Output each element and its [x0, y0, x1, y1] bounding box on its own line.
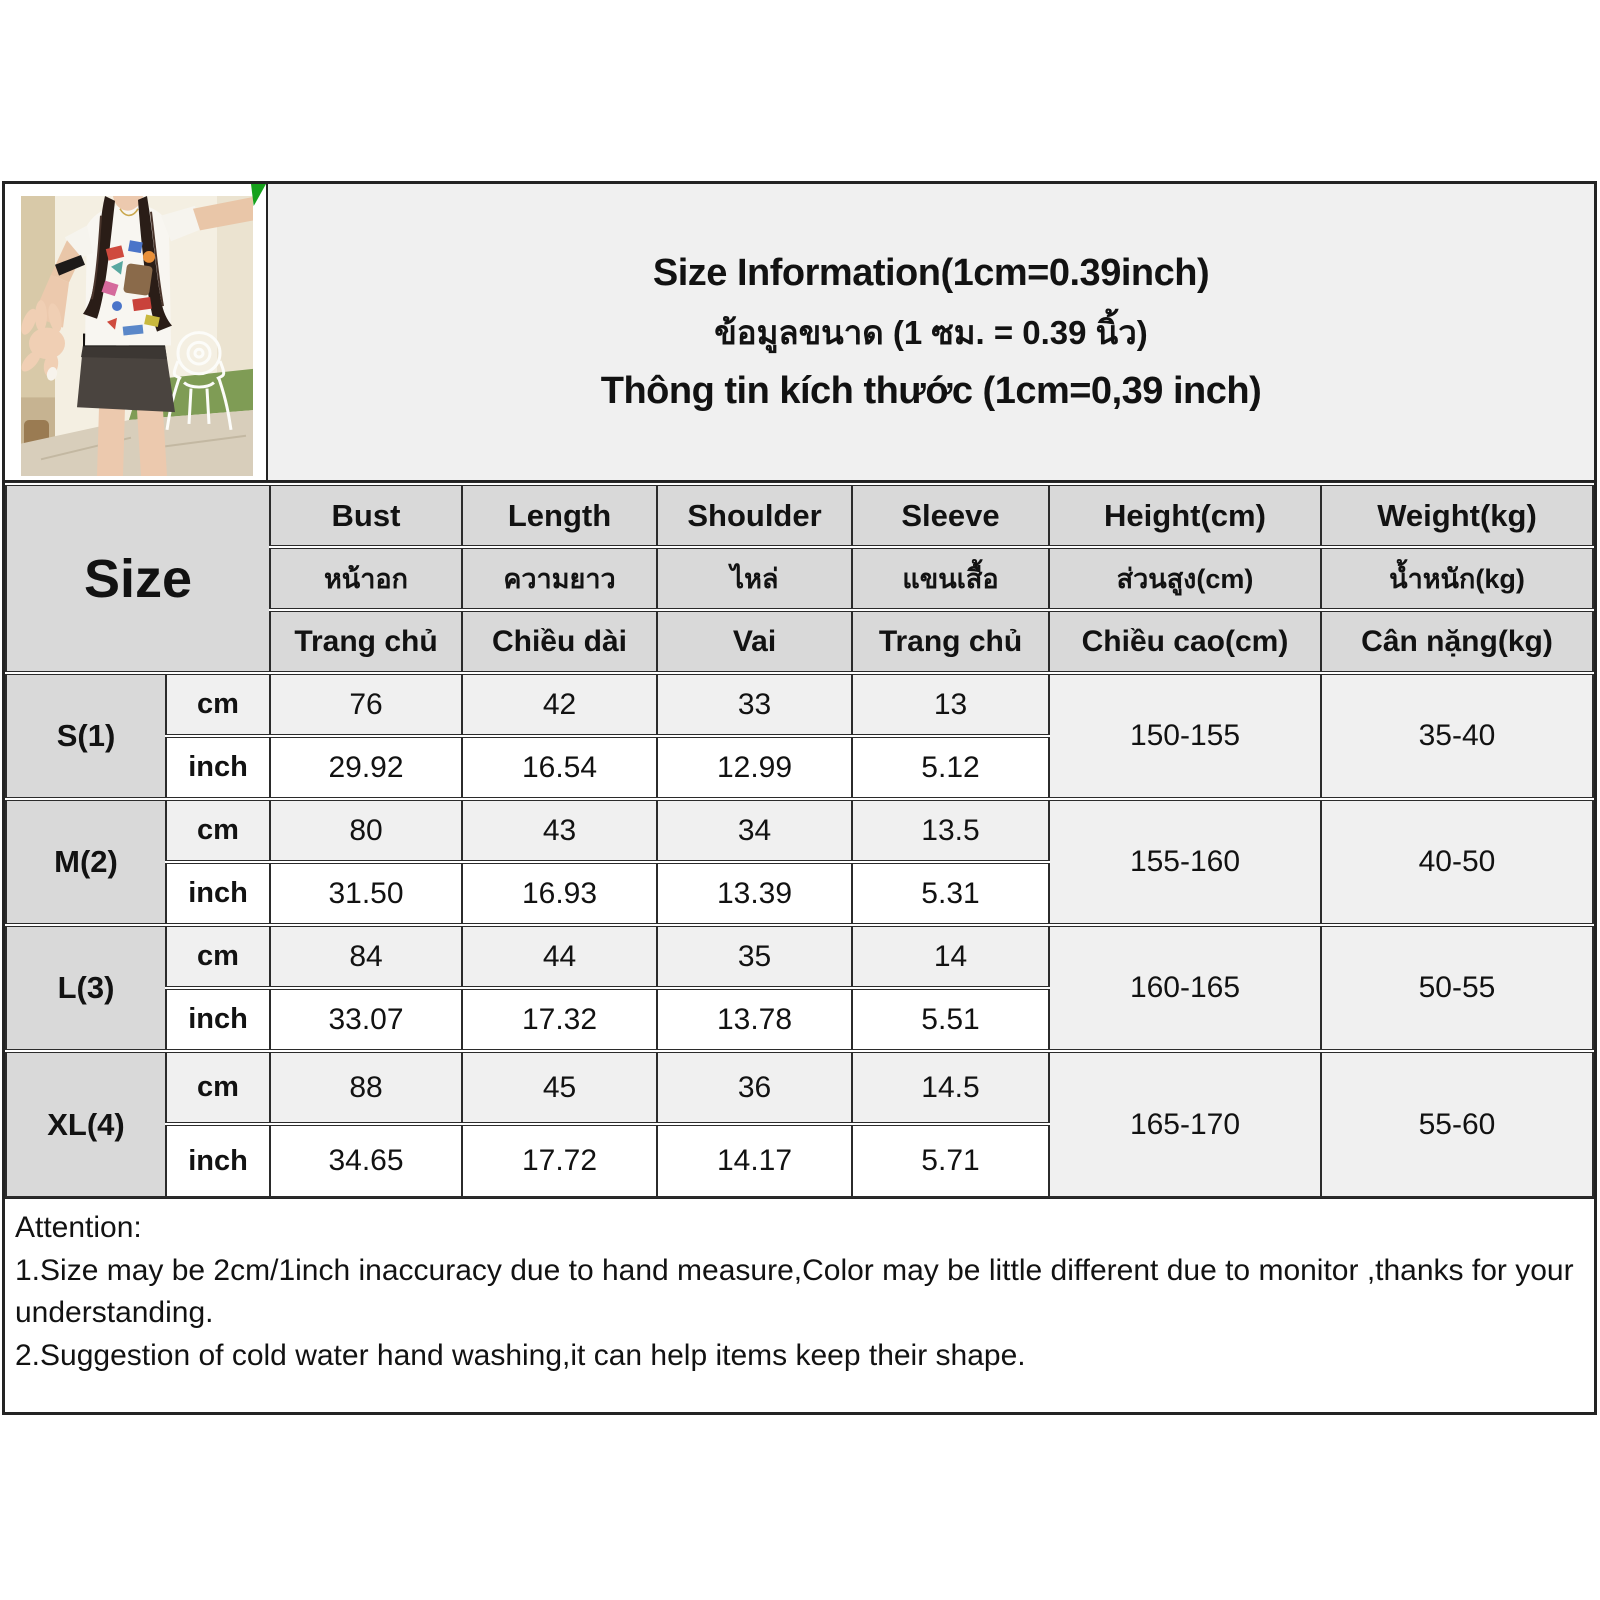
value-m-inch-sleeve: 5.31	[852, 862, 1049, 925]
title-english: Size Information(1cm=0.39inch)	[652, 251, 1210, 294]
value-m-inch-length: 16.93	[462, 862, 657, 925]
unit-label-s-inch: inch	[166, 736, 270, 799]
col-header-bust-en: Bust	[270, 484, 462, 547]
value-l-cm-bust: 84	[270, 925, 462, 988]
value-m-height: 155-160	[1049, 799, 1321, 925]
col-header-weight-vi: Cân nặng(kg)	[1321, 610, 1593, 673]
col-header-height-en: Height(cm)	[1049, 484, 1321, 547]
title-block	[268, 184, 1594, 480]
value-xl-inch-bust: 34.65	[270, 1124, 462, 1197]
value-m-cm-length: 43	[462, 799, 657, 862]
col-header-bust-th: หน้าอก	[270, 547, 462, 610]
unit-label-l-cm: cm	[166, 925, 270, 988]
attention-line-2: 2.Suggestion of cold water hand washing,it can help items keep their shape.	[15, 1338, 1026, 1372]
value-xl-cm-sleeve: 14.5	[852, 1051, 1049, 1124]
unit-label-xl-inch: inch	[166, 1124, 270, 1197]
unit-label-s-cm: cm	[166, 673, 270, 736]
value-s-cm-length: 42	[462, 673, 657, 736]
col-header-length-en: Length	[462, 484, 657, 547]
value-l-cm-length: 44	[462, 925, 657, 988]
unit-label-l-inch: inch	[166, 988, 270, 1051]
value-l-inch-shoulder: 13.78	[657, 988, 852, 1051]
value-s-height: 150-155	[1049, 673, 1321, 799]
title-vietnamese: Thông tin kích thước (1cm=0,39 inch)	[600, 369, 1262, 412]
header-band	[5, 184, 1594, 482]
unit-label-xl-cm: cm	[166, 1051, 270, 1124]
title-thai: ข้อมูลขนาด (1 ซม. = 0.39 นิ้ว)	[714, 313, 1148, 351]
col-header-height-th: ส่วนสูง(cm)	[1049, 547, 1321, 610]
col-header-sleeve-en: Sleeve	[852, 484, 1049, 547]
size-info-sheet	[2, 181, 1597, 1415]
col-header-height-vi: Chiều cao(cm)	[1049, 610, 1321, 673]
value-m-inch-shoulder: 13.39	[657, 862, 852, 925]
value-l-inch-bust: 33.07	[270, 988, 462, 1051]
value-s-cm-sleeve: 13	[852, 673, 1049, 736]
value-l-cm-sleeve: 14	[852, 925, 1049, 988]
product-photo	[21, 196, 253, 476]
value-xl-inch-sleeve: 5.71	[852, 1124, 1049, 1197]
size-label-l: L(3)	[6, 925, 166, 1051]
col-header-weight-en: Weight(kg)	[1321, 484, 1593, 547]
unit-label-m-inch: inch	[166, 862, 270, 925]
col-header-sleeve-th: แขนเสื้อ	[852, 547, 1049, 610]
col-header-length-th: ความยาว	[462, 547, 657, 610]
value-l-height: 160-165	[1049, 925, 1321, 1051]
value-l-weight: 50-55	[1321, 925, 1593, 1051]
value-s-inch-bust: 29.92	[270, 736, 462, 799]
value-s-inch-shoulder: 12.99	[657, 736, 852, 799]
col-header-weight-th: น้ำหนัก(kg)	[1321, 547, 1593, 610]
value-xl-inch-length: 17.72	[462, 1124, 657, 1197]
value-xl-cm-bust: 88	[270, 1051, 462, 1124]
value-s-cm-shoulder: 33	[657, 673, 852, 736]
value-s-cm-bust: 76	[270, 673, 462, 736]
value-s-inch-length: 16.54	[462, 736, 657, 799]
col-header-sleeve-vi: Trang chủ	[852, 610, 1049, 673]
value-xl-cm-length: 45	[462, 1051, 657, 1124]
green-corner-ribbon	[251, 184, 266, 206]
size-table	[5, 482, 1594, 1198]
value-m-cm-sleeve: 13.5	[852, 799, 1049, 862]
col-header-length-vi: Chiều dài	[462, 610, 657, 673]
col-header-bust-vi: Trang chủ	[270, 610, 462, 673]
value-m-weight: 40-50	[1321, 799, 1593, 925]
attention-line-1: 1.Size may be 2cm/1inch inaccuracy due to hand measure,Color may be little different due to monitor ,thanks for your understanding.	[15, 1253, 1574, 1330]
value-l-inch-length: 17.32	[462, 988, 657, 1051]
value-xl-inch-shoulder: 14.17	[657, 1124, 852, 1197]
unit-label-m-cm: cm	[166, 799, 270, 862]
product-photo-cell	[5, 184, 268, 480]
size-corner-header: Size	[6, 484, 270, 673]
value-s-inch-sleeve: 5.12	[852, 736, 1049, 799]
value-m-cm-bust: 80	[270, 799, 462, 862]
size-label-s: S(1)	[6, 673, 166, 799]
attention-title: Attention:	[15, 1211, 142, 1244]
value-l-cm-shoulder: 35	[657, 925, 852, 988]
value-xl-height: 165-170	[1049, 1051, 1321, 1197]
size-label-m: M(2)	[6, 799, 166, 925]
value-xl-weight: 55-60	[1321, 1051, 1593, 1197]
col-header-shoulder-vi: Vai	[657, 610, 852, 673]
value-xl-cm-shoulder: 36	[657, 1051, 852, 1124]
col-header-shoulder-th: ไหล่	[657, 547, 852, 610]
size-label-xl: XL(4)	[6, 1051, 166, 1197]
value-s-weight: 35-40	[1321, 673, 1593, 799]
attention-note	[5, 1198, 1594, 1412]
value-m-cm-shoulder: 34	[657, 799, 852, 862]
value-l-inch-sleeve: 5.51	[852, 988, 1049, 1051]
col-header-shoulder-en: Shoulder	[657, 484, 852, 547]
value-m-inch-bust: 31.50	[270, 862, 462, 925]
